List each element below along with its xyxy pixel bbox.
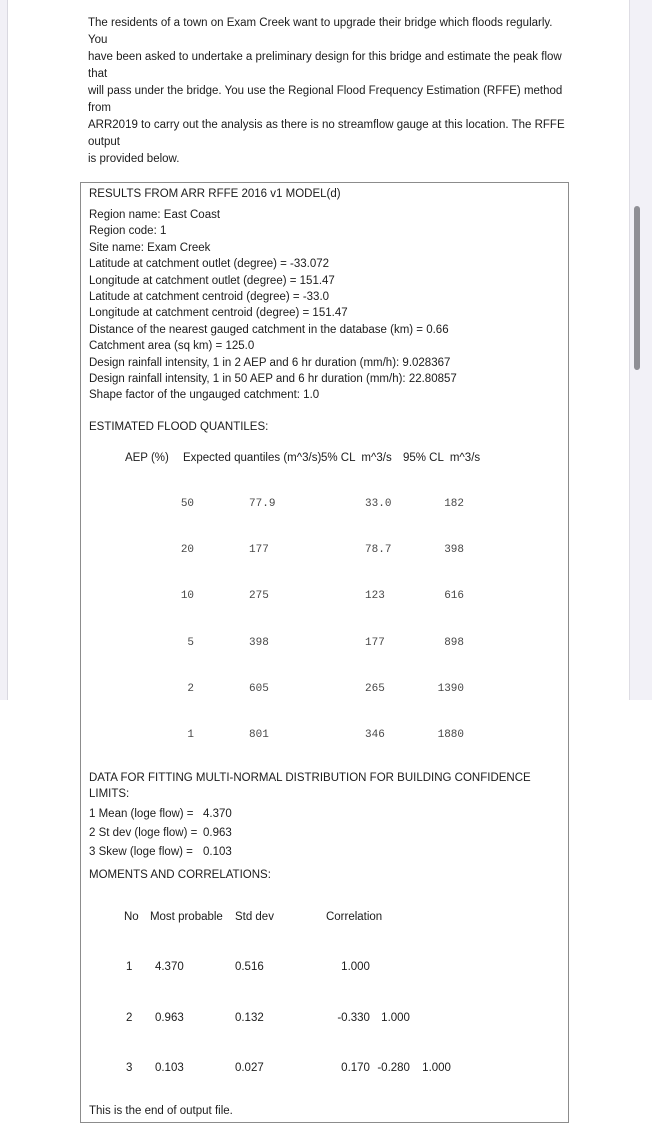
quantiles-row xyxy=(89,574,564,620)
output-line: Distance of the nearest gauged catchment in the database (km) = 0.66 xyxy=(89,323,449,336)
scrollbar-track[interactable] xyxy=(629,0,652,700)
quantiles-row xyxy=(89,666,564,712)
fitting-block xyxy=(89,805,564,862)
fitting-row xyxy=(89,824,564,843)
moments-table xyxy=(89,892,564,1094)
cl95-cell: 182 xyxy=(444,497,465,510)
most-probable-cell: 0.963 xyxy=(154,1011,184,1024)
fitting-row xyxy=(89,843,564,862)
fitting-label: 2 St dev (loge flow) = xyxy=(89,826,198,839)
moments-row xyxy=(89,1043,564,1093)
document-page xyxy=(80,0,569,1123)
most-probable-cell: 4.370 xyxy=(154,961,184,974)
quantiles-row xyxy=(89,620,564,666)
fitting-value: 4.370 xyxy=(203,807,232,820)
cl95-cell: 1880 xyxy=(437,729,465,741)
moments-header-cell: No xyxy=(123,910,139,923)
output-line: Site name: Exam Creek xyxy=(89,241,211,254)
output-line: Design rainfall intensity, 1 in 50 AEP and 6 hr duration (mm/h): 22.80857 xyxy=(89,373,457,386)
output-title: RESULTS FROM ARR RFFE 2016 v1 MODEL(d) xyxy=(89,188,341,200)
quantiles-heading: ESTIMATED FLOOD QUANTILES: xyxy=(89,420,269,433)
output-line: Longitude at catchment centroid (degree) = 151.47 xyxy=(89,307,348,320)
expected-cell: 801 xyxy=(249,729,269,741)
output-end-line: This is the end of output file. xyxy=(89,1104,233,1117)
intro-line: have been asked to undertake a preliminary design for this bridge and estimate the peak flow that xyxy=(88,51,562,80)
output-line: Latitude at catchment centroid (degree) = -33.0 xyxy=(89,291,330,304)
correlation-cell: 1.000 xyxy=(381,1011,410,1024)
quantiles-row xyxy=(89,482,564,528)
quantiles-table xyxy=(89,435,564,759)
quantiles-header-cell: Expected quantiles (m^3/s) xyxy=(182,451,322,464)
output-line: Region name: East Coast xyxy=(89,209,221,221)
correlation-cell: 1.000 xyxy=(422,1062,451,1074)
aep-cell: 2 xyxy=(187,682,195,695)
cl5-cell: 177 xyxy=(365,636,385,649)
correlation-cell: -0.280 xyxy=(377,1062,410,1074)
scrollbar-thumb[interactable] xyxy=(634,206,640,370)
fitting-label: 1 Mean (loge flow) = xyxy=(89,807,194,820)
output-line: Design rainfall intensity, 1 in 2 AEP and 6 hr duration (mm/h): 9.028367 xyxy=(89,356,451,369)
aep-cell: 10 xyxy=(180,590,195,603)
expected-cell: 77.9 xyxy=(249,497,276,510)
quantiles-header-cell: AEP (%) xyxy=(124,451,169,464)
moments-row xyxy=(89,993,564,1043)
aep-cell: 1 xyxy=(187,729,195,741)
moments-header-cell: Std dev xyxy=(234,910,274,923)
no-cell: 3 xyxy=(125,1062,133,1074)
expected-cell: 398 xyxy=(249,636,269,649)
cl5-cell: 78.7 xyxy=(365,544,392,557)
fitting-label: 3 Skew (loge flow) = xyxy=(89,845,193,858)
expected-cell: 605 xyxy=(249,682,269,695)
no-cell: 1 xyxy=(125,961,133,974)
intro-line: ARR2019 to carry out the analysis as there is no streamflow gauge at this location. The RFFE output xyxy=(88,119,565,148)
output-line: Shape factor of the ungauged catchment: 1.0 xyxy=(89,389,320,402)
output-line: Latitude at catchment outlet (degree) = -33.072 xyxy=(89,258,330,271)
intro-line: The residents of a town on Exam Creek want to upgrade their bridge which floods regularly. You xyxy=(88,17,553,46)
cl95-cell: 398 xyxy=(444,544,465,557)
intro-line: will pass under the bridge. You use the Regional Flood Frequency Estimation (RFFE) method from xyxy=(88,85,563,114)
cl5-cell: 346 xyxy=(365,729,385,741)
cl95-cell: 1390 xyxy=(437,682,465,695)
correlation-cell: -0.330 xyxy=(337,1011,370,1024)
no-cell: 2 xyxy=(125,1011,133,1024)
std-dev-cell: 0.516 xyxy=(234,961,264,974)
moments-row xyxy=(89,942,564,992)
output-line: Catchment area (sq km) = 125.0 xyxy=(89,340,255,353)
aep-cell: 5 xyxy=(187,636,195,649)
quantiles-header-cell: 95% CL m^3/s xyxy=(402,451,481,464)
quantiles-row xyxy=(89,528,564,574)
cl95-cell: 616 xyxy=(444,590,465,603)
moments-header-row xyxy=(89,892,564,942)
std-dev-cell: 0.027 xyxy=(234,1062,264,1074)
left-margin-strip xyxy=(0,0,8,700)
output-line: Region code: 1 xyxy=(89,225,167,238)
cl95-cell: 898 xyxy=(444,636,465,649)
quantiles-header-row xyxy=(89,435,564,481)
cl5-cell: 33.0 xyxy=(365,497,392,510)
cl5-cell: 123 xyxy=(365,590,385,603)
cl5-cell: 265 xyxy=(365,682,385,695)
quantiles-header-cell: 5% CL m^3/s xyxy=(320,451,392,464)
expected-cell: 177 xyxy=(249,544,269,557)
correlation-cell: 1.000 xyxy=(341,961,370,974)
intro-line: is provided below. xyxy=(88,153,180,165)
most-probable-cell: 0.103 xyxy=(154,1062,184,1074)
aep-cell: 50 xyxy=(180,497,195,510)
fitting-heading: DATA FOR FITTING MULTI-NORMAL DISTRIBUTION FOR BUILDING CONFIDENCE LIMITS: xyxy=(89,771,531,801)
correlation-cell: 0.170 xyxy=(341,1062,370,1074)
std-dev-cell: 0.132 xyxy=(234,1011,264,1024)
fitting-row xyxy=(89,805,564,824)
fitting-value: 0.103 xyxy=(203,845,232,858)
region-info xyxy=(89,207,564,404)
rffe-output-box xyxy=(80,182,569,1123)
quantiles-row xyxy=(89,713,564,759)
moments-heading: MOMENTS AND CORRELATIONS: xyxy=(89,868,271,881)
fitting-value: 0.963 xyxy=(203,826,232,839)
expected-cell: 275 xyxy=(249,590,269,603)
aep-cell: 20 xyxy=(180,544,195,557)
moments-header-cell: Most probable xyxy=(149,910,223,923)
moments-header-cell: Correlation xyxy=(325,910,383,923)
output-line: Longitude at catchment outlet (degree) = 151.47 xyxy=(89,274,335,287)
intro-paragraph xyxy=(88,15,569,168)
